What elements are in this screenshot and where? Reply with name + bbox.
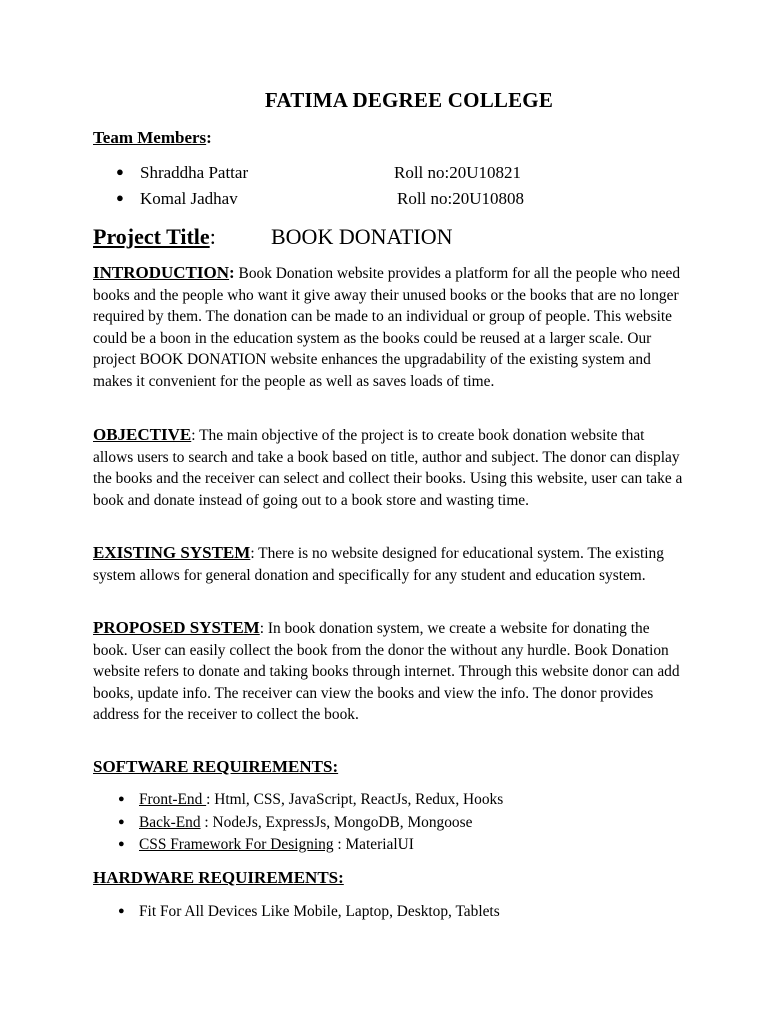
member-name: Komal Jadhav — [140, 189, 238, 208]
team-member — [116, 163, 522, 183]
existing-system-heading: EXISTING SYSTEM — [93, 543, 251, 562]
introduction-sep: : — [229, 263, 235, 282]
proposed-system-heading: PROPOSED SYSTEM — [93, 618, 260, 637]
bullet-icon: ● — [118, 838, 125, 850]
objective-section — [93, 424, 683, 511]
project-title-line — [93, 224, 453, 250]
software-item-label: Back-End — [139, 814, 201, 831]
introduction-heading: INTRODUCTION — [93, 263, 230, 282]
software-item — [118, 836, 414, 854]
proposed-system-text: In book donation system, we create a website for donating the book. User can easily collect the book from the donor the without any hurdle. Book Donation website refers to donate and taking books through internet. Through this website donor can add books, update info. The receiver can view the books and view the info. The donor provides address for the receiver to collect the book. — [93, 620, 680, 723]
software-item — [118, 814, 472, 832]
project-title-label: Project Title — [93, 224, 210, 249]
software-item-value: : MaterialUI — [333, 836, 414, 853]
introduction-section — [93, 262, 683, 392]
bullet-icon: ● — [116, 190, 124, 205]
hardware-item — [118, 903, 500, 921]
bullet-icon: ● — [118, 905, 125, 917]
team-members-heading: Team Members — [93, 128, 207, 147]
objective-heading: OBJECTIVE — [93, 425, 192, 444]
member-name: Shraddha Pattar — [140, 163, 249, 182]
team-members-colon: : — [206, 128, 212, 147]
proposed-system-sep: : — [259, 620, 265, 637]
existing-system-text: There is no website designed for educational system. The existing system allows for general donation and specifically for any student and education system. — [93, 545, 664, 584]
software-requirements-heading: SOFTWARE REQUIREMENTS: — [93, 757, 339, 776]
project-title-value: BOOK DONATION — [271, 224, 453, 249]
software-item-value: : Html, CSS, JavaScript, ReactJs, Redux, Hooks — [206, 791, 504, 808]
project-title-colon: : — [209, 224, 216, 249]
team-members-label — [93, 128, 212, 148]
member-roll: Roll no:20U10808 — [397, 189, 525, 208]
existing-system-sep: : — [250, 545, 255, 562]
software-item-value: : NodeJs, ExpressJs, MongoDB, Mongoose — [200, 814, 473, 831]
existing-system-section — [93, 542, 683, 586]
software-item-label: Front-End — [139, 791, 207, 808]
hardware-requirements-heading: HARDWARE REQUIREMENTS: — [93, 868, 344, 887]
hardware-item-text: Fit For All Devices Like Mobile, Laptop, Desktop, Tablets — [139, 903, 500, 920]
objective-text: The main objective of the project is to create book donation website that allows users to search and take a book based on title, author and subject. The donor can display the books and the receiver can select and collect their books. Using this website, user can take a book and donate instead of going out to a book store and wasting time. — [93, 427, 683, 509]
member-roll: Roll no:20U10821 — [394, 163, 522, 182]
bullet-icon: ● — [118, 816, 125, 828]
bullet-icon: ● — [118, 793, 125, 805]
bullet-icon: ● — [116, 164, 124, 179]
college-title: FATIMA DEGREE COLLEGE — [264, 88, 554, 112]
objective-sep: : — [191, 427, 196, 444]
team-member — [116, 189, 525, 209]
software-item-label: CSS Framework For Designing — [139, 836, 334, 853]
software-item — [118, 791, 503, 809]
introduction-text: Book Donation website provides a platform for all the people who need books and the people who want it give away their unused books or the books that are no longer required by them. The donation can be made to an individual or group of people. This website could be a boon in the education system as the books could be reused at a larger scale. Our project BOOK DONATION website enhances the upgradability of the existing system and makes it convenient for the people as well as saves loads of time. — [93, 265, 681, 390]
proposed-system-section — [93, 617, 683, 726]
